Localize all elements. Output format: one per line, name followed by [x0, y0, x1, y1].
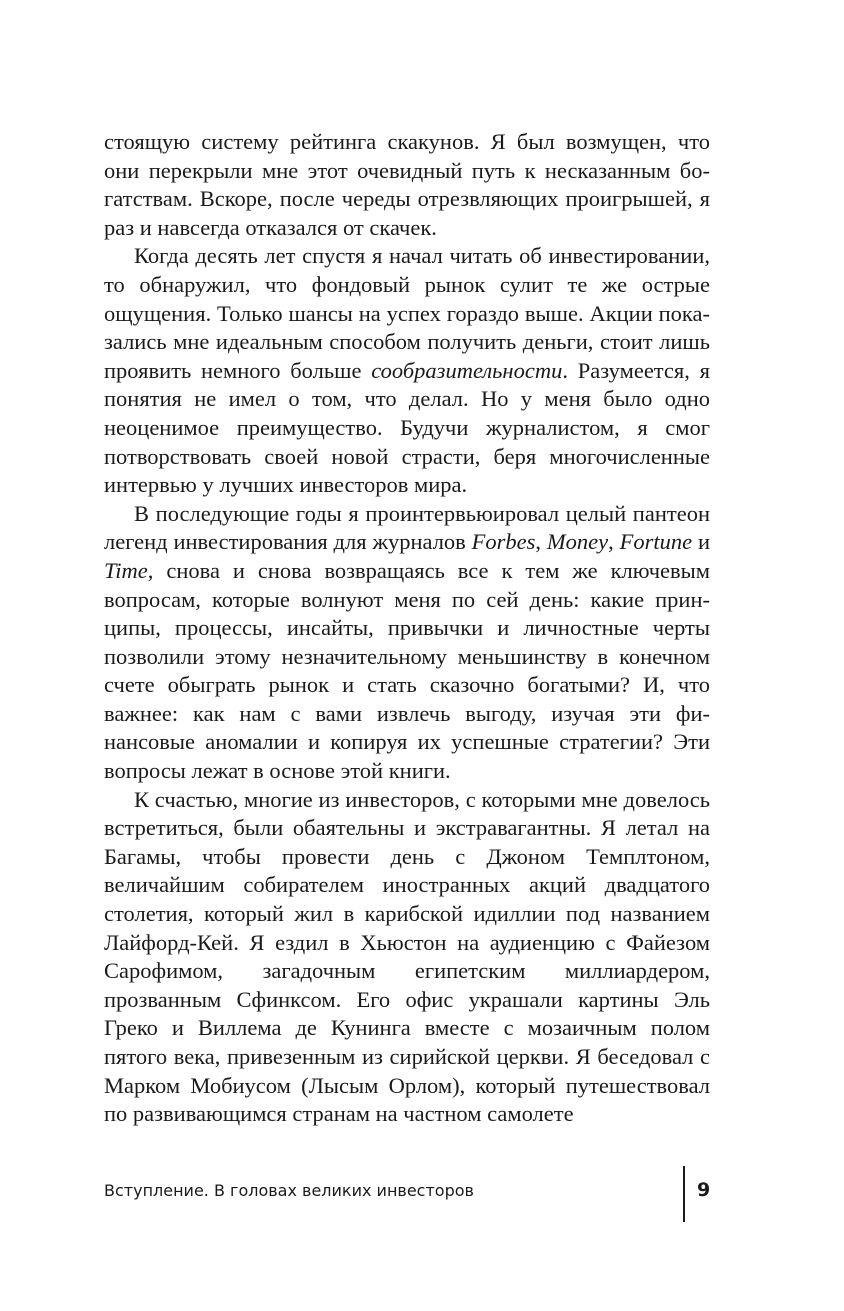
paragraph: [104, 500, 710, 786]
text-segment: стоящую систему рейтинга скакунов. Я был возмущен, что они перекрыли мне этот очевидный путь к несказанным богатствам. Вскоре, после череды отрезвляющих проигрышей, я раз и навсегда отказался от скачек.: [104, 129, 710, 240]
paragraph: [104, 242, 710, 499]
italic-text: Time: [104, 557, 148, 583]
text-segment: , снова и снова возвращаясь все к тем же ключевым вопросам, которые волнуют меня по сей день: какие принципы, процессы, инсайты, привычки и личностные черты позволили этому незначительному меньшинству в конечном счете обыграть рынок и стать сказочно богатыми? И, что важнее: как нам с вами извлечь выгоду, изучая эти финансовые аномалии и копируя их успешные стратегии? Эти вопросы лежат в основе этой книги.: [104, 557, 710, 784]
footer-divider: [683, 1166, 685, 1222]
text-segment: В последующие годы я проинтервьюировал целый пантеон легенд инвестирования для журналов: [104, 500, 710, 555]
italic-text: Money: [546, 529, 609, 555]
italic-text: Forbes: [471, 529, 536, 555]
text-segment: и: [692, 529, 711, 555]
page-number: 9: [697, 1179, 711, 1201]
text-segment: К счастью, многие из инвесторов, с которыми мне довелось встретиться, были обаятельны и экстравагантны. Я летал на Багамы, чтобы провести день с Джоном Темплтоном, величайшим собирателем иностранных акций двадцатого столетия, который жил в карибской идиллии под названием Лайфорд-Кей. Я ездил в Хьюстон на аудиенцию с Файезом Сарофимом, загадочным египетским миллиардером, прозванным Сфинксом. Его офис украшали картины Эль Греко и Виллема де Кунинга вместе с мозаичным полом пятого века, привезенным из сирийской церкви. Я беседовал с Марком Мобиусом (Лысым Орлом), который путешествовал по развивающимся странам на частном самолете: [104, 786, 710, 1127]
page-body-text: [104, 128, 710, 1129]
running-title: Вступление. В головах великих инвесторов: [104, 1181, 474, 1200]
italic-text: сообразительности: [371, 357, 563, 383]
italic-text: Fortune: [619, 529, 693, 555]
text-segment: ,: [608, 529, 620, 555]
text-segment: . Разумеется, я понятия не имел о том, что делал. Но у меня было одно неоценимое преимущество. Будучи журналистом, я смог потворствовать своей новой страсти, беря многочисленные интервью у лучших инвесторов мира.: [104, 357, 710, 498]
paragraph: [104, 786, 710, 1129]
paragraph: [104, 128, 710, 242]
text-segment: Когда десять лет спустя я начал читать об инвестировании, то обнаружил, что фондовый рынок сулит те же острые ощущения. Только шансы на успех гораздо выше. Акции показались мне идеальным способом получить деньги, стоит лишь проявить немного больше: [104, 243, 710, 383]
text-segment: ,: [535, 529, 547, 555]
